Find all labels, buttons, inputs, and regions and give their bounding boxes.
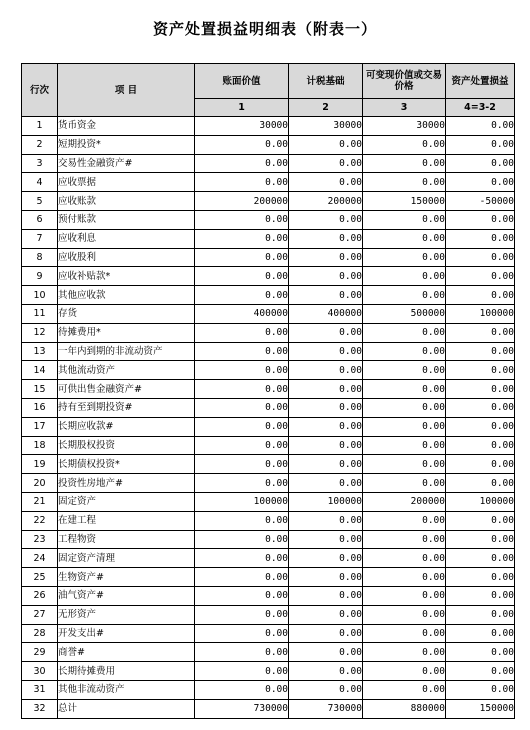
book-value-cell: 0.00 [195, 135, 289, 154]
realizable-value-cell: 0.00 [363, 417, 446, 436]
table-row [22, 267, 515, 286]
item-name: 长期待摊费用 [58, 662, 195, 681]
table-row [22, 530, 515, 549]
realizable-value-cell: 0.00 [363, 248, 446, 267]
book-value-cell: 0.00 [195, 210, 289, 229]
tax-basis-cell: 0.00 [289, 680, 363, 699]
tax-basis-cell: 0.00 [289, 511, 363, 530]
table-row [22, 323, 515, 342]
tax-basis-cell: 0.00 [289, 436, 363, 455]
row-number: 2 [22, 135, 58, 154]
gain-loss-cell: 0.00 [446, 248, 515, 267]
item-name: 货币资金 [58, 117, 195, 136]
item-name: 长期债权投资* [58, 455, 195, 474]
book-value-cell: 0.00 [195, 643, 289, 662]
gain-loss-cell: 150000 [446, 699, 515, 718]
row-number: 20 [22, 474, 58, 493]
table-row [22, 436, 515, 455]
book-value-cell: 0.00 [195, 662, 289, 681]
gain-loss-cell: 100000 [446, 492, 515, 511]
realizable-value-cell: 500000 [363, 304, 446, 323]
book-value-cell: 0.00 [195, 511, 289, 530]
gain-loss-cell: 0.00 [446, 662, 515, 681]
item-name: 油气资产# [58, 586, 195, 605]
gain-loss-cell: 0.00 [446, 361, 515, 380]
page-title: 资产处置损益明细表（附表一） [152, 20, 377, 38]
book-value-cell: 0.00 [195, 286, 289, 305]
realizable-value-cell: 150000 [363, 192, 446, 211]
tax-basis-cell: 100000 [289, 492, 363, 511]
row-number: 4 [22, 173, 58, 192]
item-name: 待摊费用* [58, 323, 195, 342]
gain-loss-cell: 0.00 [446, 643, 515, 662]
gain-loss-cell: 0.00 [446, 511, 515, 530]
realizable-value-cell: 0.00 [363, 624, 446, 643]
realizable-value-cell: 0.00 [363, 680, 446, 699]
tax-basis-cell: 0.00 [289, 662, 363, 681]
book-value-cell: 0.00 [195, 398, 289, 417]
tax-basis-cell: 0.00 [289, 586, 363, 605]
table-row [22, 380, 515, 399]
tax-basis-cell: 0.00 [289, 267, 363, 286]
item-name: 固定资产清理 [58, 549, 195, 568]
table-row [22, 455, 515, 474]
row-number: 26 [22, 586, 58, 605]
item-name: 开发支出# [58, 624, 195, 643]
item-name: 总计 [58, 699, 195, 718]
book-value-cell: 730000 [195, 699, 289, 718]
book-value-cell: 0.00 [195, 568, 289, 587]
item-name: 应收票据 [58, 173, 195, 192]
book-value-cell: 0.00 [195, 323, 289, 342]
item-name: 其他流动资产 [58, 361, 195, 380]
gain-loss-cell: 0.00 [446, 586, 515, 605]
row-number: 30 [22, 662, 58, 681]
gain-loss-cell: 0.00 [446, 380, 515, 399]
row-number: 16 [22, 398, 58, 417]
tax-basis-cell: 0.00 [289, 417, 363, 436]
tax-basis-cell: 0.00 [289, 248, 363, 267]
gain-loss-cell: 0.00 [446, 342, 515, 361]
row-number: 21 [22, 492, 58, 511]
row-number: 23 [22, 530, 58, 549]
header-book-value: 账面价值 [195, 64, 289, 99]
row-number: 5 [22, 192, 58, 211]
item-name: 持有至到期投资# [58, 398, 195, 417]
tax-basis-cell: 0.00 [289, 549, 363, 568]
realizable-value-cell: 200000 [363, 492, 446, 511]
gain-loss-cell: 0.00 [446, 117, 515, 136]
book-value-cell: 30000 [195, 117, 289, 136]
row-number: 11 [22, 304, 58, 323]
realizable-value-cell: 0.00 [363, 267, 446, 286]
table-row [22, 586, 515, 605]
tax-basis-cell: 0.00 [289, 474, 363, 493]
table-row [22, 117, 515, 136]
book-value-cell: 0.00 [195, 530, 289, 549]
realizable-value-cell: 0.00 [363, 323, 446, 342]
table-row [22, 417, 515, 436]
gain-loss-cell: 0.00 [446, 286, 515, 305]
realizable-value-cell: 0.00 [363, 229, 446, 248]
book-value-cell: 0.00 [195, 417, 289, 436]
realizable-value-cell: 0.00 [363, 474, 446, 493]
row-number: 17 [22, 417, 58, 436]
realizable-value-cell: 0.00 [363, 643, 446, 662]
header-tax-basis: 计税基础 [289, 64, 363, 99]
realizable-value-cell: 0.00 [363, 135, 446, 154]
book-value-cell: 400000 [195, 304, 289, 323]
row-number: 12 [22, 323, 58, 342]
table-row [22, 662, 515, 681]
item-name: 生物资产# [58, 568, 195, 587]
item-name: 在建工程 [58, 511, 195, 530]
tax-basis-cell: 730000 [289, 699, 363, 718]
tax-basis-cell: 0.00 [289, 398, 363, 417]
book-value-cell: 0.00 [195, 342, 289, 361]
table-row [22, 361, 515, 380]
book-value-cell: 0.00 [195, 248, 289, 267]
tax-basis-cell: 0.00 [289, 455, 363, 474]
gain-loss-cell: 0.00 [446, 605, 515, 624]
tax-basis-cell: 0.00 [289, 568, 363, 587]
book-value-cell: 0.00 [195, 380, 289, 399]
tax-basis-cell: 0.00 [289, 210, 363, 229]
table-row [22, 699, 515, 718]
row-number: 28 [22, 624, 58, 643]
book-value-cell: 0.00 [195, 474, 289, 493]
tax-basis-cell: 0.00 [289, 643, 363, 662]
realizable-value-cell: 0.00 [363, 342, 446, 361]
table-row [22, 286, 515, 305]
item-name: 交易性金融资产# [58, 154, 195, 173]
realizable-value-cell: 0.00 [363, 586, 446, 605]
gain-loss-cell: 0.00 [446, 173, 515, 192]
row-number: 9 [22, 267, 58, 286]
item-name: 无形资产 [58, 605, 195, 624]
row-number: 29 [22, 643, 58, 662]
item-name: 商誉# [58, 643, 195, 662]
table-row [22, 474, 515, 493]
tax-basis-cell: 0.00 [289, 229, 363, 248]
header-gain-loss-formula: 4=3-2 [446, 99, 515, 117]
item-name: 应收补贴款* [58, 267, 195, 286]
gain-loss-cell: 0.00 [446, 436, 515, 455]
realizable-value-cell: 0.00 [363, 361, 446, 380]
table-row [22, 248, 515, 267]
realizable-value-cell: 0.00 [363, 455, 446, 474]
book-value-cell: 0.00 [195, 605, 289, 624]
book-value-cell: 0.00 [195, 361, 289, 380]
table-row [22, 210, 515, 229]
tax-basis-cell: 0.00 [289, 605, 363, 624]
item-name: 长期股权投资 [58, 436, 195, 455]
realizable-value-cell: 0.00 [363, 380, 446, 399]
table-row [22, 605, 515, 624]
book-value-cell: 0.00 [195, 173, 289, 192]
tax-basis-cell: 0.00 [289, 154, 363, 173]
tax-basis-cell: 0.00 [289, 530, 363, 549]
book-value-cell: 100000 [195, 492, 289, 511]
book-value-cell: 0.00 [195, 624, 289, 643]
table-body [22, 117, 515, 719]
table-row [22, 511, 515, 530]
gain-loss-cell: 0.00 [446, 455, 515, 474]
table-row [22, 342, 515, 361]
book-value-cell: 0.00 [195, 455, 289, 474]
row-number: 22 [22, 511, 58, 530]
header-gain-loss: 资产处置损益 [446, 64, 515, 99]
realizable-value-cell: 0.00 [363, 530, 446, 549]
item-name: 固定资产 [58, 492, 195, 511]
table-row [22, 154, 515, 173]
table-row [22, 192, 515, 211]
item-name: 投资性房地产# [58, 474, 195, 493]
realizable-value-cell: 880000 [363, 699, 446, 718]
book-value-cell: 0.00 [195, 154, 289, 173]
gain-loss-cell: 0.00 [446, 568, 515, 587]
table-row [22, 624, 515, 643]
gain-loss-cell: 0.00 [446, 549, 515, 568]
header-row-no: 行次 [22, 64, 58, 117]
row-number: 7 [22, 229, 58, 248]
item-name: 其他应收款 [58, 286, 195, 305]
gain-loss-cell: 0.00 [446, 680, 515, 699]
gain-loss-cell: 0.00 [446, 474, 515, 493]
header-tax-basis-index: 2 [289, 99, 363, 117]
gain-loss-cell: 0.00 [446, 323, 515, 342]
realizable-value-cell: 0.00 [363, 605, 446, 624]
row-number: 1 [22, 117, 58, 136]
gain-loss-cell: -50000 [446, 192, 515, 211]
tax-basis-cell: 400000 [289, 304, 363, 323]
gain-loss-cell: 0.00 [446, 267, 515, 286]
realizable-value-cell: 0.00 [363, 436, 446, 455]
asset-disposal-table [21, 63, 515, 719]
tax-basis-cell: 0.00 [289, 286, 363, 305]
row-number: 13 [22, 342, 58, 361]
row-number: 8 [22, 248, 58, 267]
row-number: 15 [22, 380, 58, 399]
tax-basis-cell: 30000 [289, 117, 363, 136]
row-number: 32 [22, 699, 58, 718]
book-value-cell: 0.00 [195, 267, 289, 286]
realizable-value-cell: 0.00 [363, 286, 446, 305]
book-value-cell: 0.00 [195, 680, 289, 699]
tax-basis-cell: 0.00 [289, 135, 363, 154]
item-name: 应收利息 [58, 229, 195, 248]
item-name: 应收账款 [58, 192, 195, 211]
tax-basis-cell: 0.00 [289, 624, 363, 643]
row-number: 10 [22, 286, 58, 305]
row-number: 24 [22, 549, 58, 568]
table-row [22, 398, 515, 417]
realizable-value-cell: 0.00 [363, 511, 446, 530]
tax-basis-cell: 0.00 [289, 323, 363, 342]
gain-loss-cell: 0.00 [446, 154, 515, 173]
gain-loss-cell: 100000 [446, 304, 515, 323]
gain-loss-cell: 0.00 [446, 530, 515, 549]
realizable-value-cell: 0.00 [363, 210, 446, 229]
header-realizable-value-index: 3 [363, 99, 446, 117]
item-name: 工程物资 [58, 530, 195, 549]
table-header [22, 64, 515, 117]
row-number: 3 [22, 154, 58, 173]
tax-basis-cell: 0.00 [289, 380, 363, 399]
row-number: 6 [22, 210, 58, 229]
realizable-value-cell: 0.00 [363, 398, 446, 417]
table-row [22, 549, 515, 568]
item-name: 可供出售金融资产# [58, 380, 195, 399]
realizable-value-cell: 0.00 [363, 154, 446, 173]
table-row [22, 492, 515, 511]
row-number: 31 [22, 680, 58, 699]
table-row [22, 643, 515, 662]
book-value-cell: 0.00 [195, 229, 289, 248]
item-name: 应收股利 [58, 248, 195, 267]
table-row [22, 173, 515, 192]
row-number: 14 [22, 361, 58, 380]
gain-loss-cell: 0.00 [446, 398, 515, 417]
gain-loss-cell: 0.00 [446, 624, 515, 643]
tax-basis-cell: 0.00 [289, 342, 363, 361]
gain-loss-cell: 0.00 [446, 210, 515, 229]
table-row [22, 568, 515, 587]
row-number: 19 [22, 455, 58, 474]
header-realizable-value: 可变现价值或交易价格 [363, 64, 446, 99]
realizable-value-cell: 0.00 [363, 549, 446, 568]
row-number: 25 [22, 568, 58, 587]
book-value-cell: 200000 [195, 192, 289, 211]
gain-loss-cell: 0.00 [446, 229, 515, 248]
tax-basis-cell: 200000 [289, 192, 363, 211]
tax-basis-cell: 0.00 [289, 361, 363, 380]
header-item: 项 目 [58, 64, 195, 117]
realizable-value-cell: 30000 [363, 117, 446, 136]
tax-basis-cell: 0.00 [289, 173, 363, 192]
table-row [22, 304, 515, 323]
book-value-cell: 0.00 [195, 549, 289, 568]
table-row [22, 135, 515, 154]
item-name: 长期应收款# [58, 417, 195, 436]
gain-loss-cell: 0.00 [446, 417, 515, 436]
realizable-value-cell: 0.00 [363, 662, 446, 681]
row-number: 18 [22, 436, 58, 455]
header-book-value-index: 1 [195, 99, 289, 117]
realizable-value-cell: 0.00 [363, 568, 446, 587]
book-value-cell: 0.00 [195, 436, 289, 455]
realizable-value-cell: 0.00 [363, 173, 446, 192]
item-name: 存货 [58, 304, 195, 323]
table-row [22, 229, 515, 248]
item-name: 其他非流动资产 [58, 680, 195, 699]
item-name: 预付账款 [58, 210, 195, 229]
item-name: 一年内到期的非流动资产 [58, 342, 195, 361]
gain-loss-cell: 0.00 [446, 135, 515, 154]
row-number: 27 [22, 605, 58, 624]
table-row [22, 680, 515, 699]
book-value-cell: 0.00 [195, 586, 289, 605]
item-name: 短期投资* [58, 135, 195, 154]
